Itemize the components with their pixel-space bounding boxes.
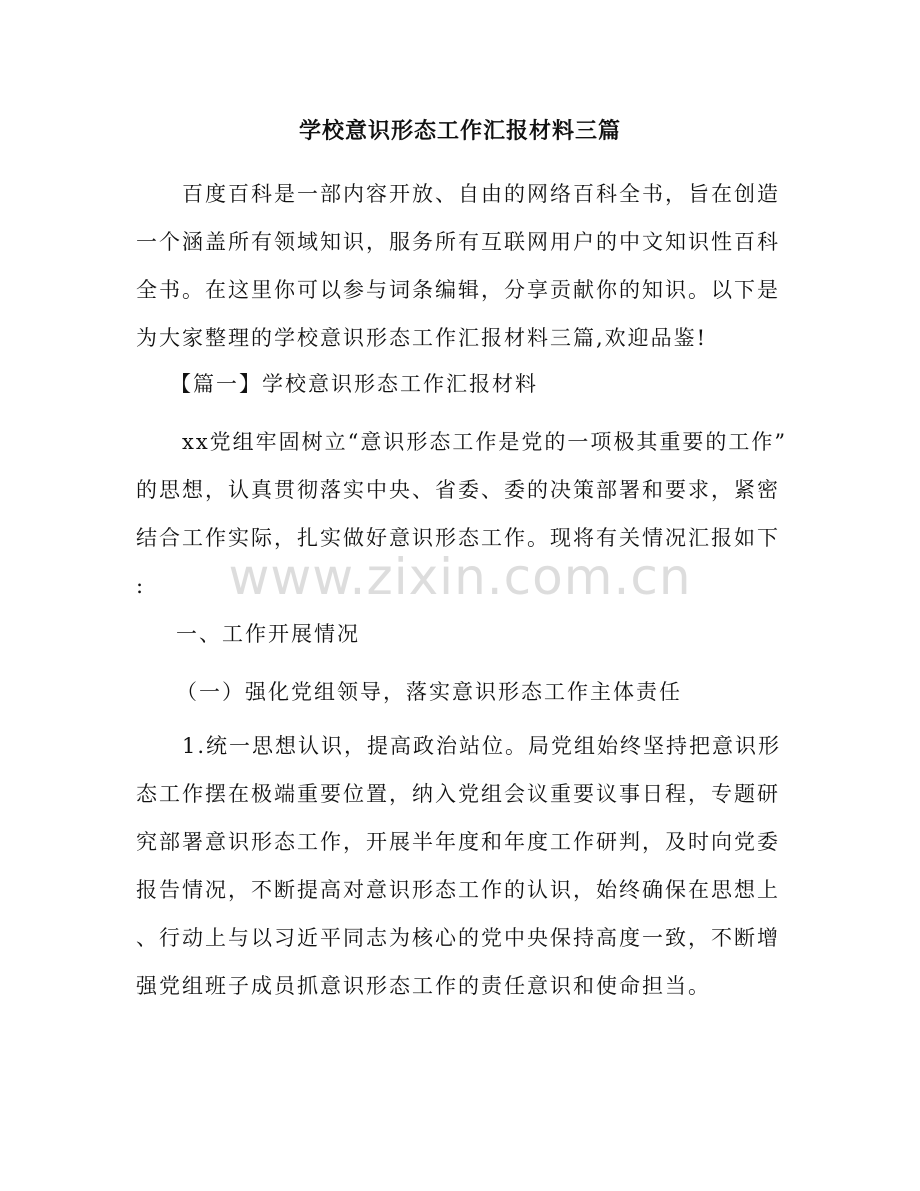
intro-line: 为大家整理的学校意识形态工作汇报材料三篇,欢迎品鉴! [136,326,708,350]
para2-line: 、行动上与以习近平同志为核心的党中央保持高度一致，不断增 [136,926,780,950]
subheading-1 [136,610,786,658]
subheading-1-text: 一、工作开展情况 [176,622,360,646]
intro-line: 一个涵盖所有领域知识，服务所有互联网用户的中文知识性百科 [136,230,780,254]
intro-paragraph [136,170,786,362]
para2-line: 态工作摆在极端重要位置，纳入党组会议重要议事日程，专题研 [136,782,780,806]
para1-line: xx党组牢固树立“意识形态工作是党的一项极其重要的工作” [182,430,788,454]
para2-line: 究部署意识形态工作，开展半年度和年度工作研判，及时向党委 [136,830,780,854]
page-title: 学校意识形态工作汇报材料三篇 [298,119,621,144]
intro-line: 全书。在这里你可以参与词条编辑，分享贡献你的知识。以下是 [136,278,780,302]
para1-line: 的思想，认真贯彻落实中央、省委、委的决策部署和要求，紧密 [136,478,780,502]
intro-line: 百度百科是一部内容开放、自由的网络百科全书，旨在创造 [182,182,780,206]
section-heading [136,360,786,408]
watermark: www.zixin.com.cn [228,548,692,606]
para1-line: 结合工作实际，扎实做好意识形态工作。现将有关情况汇报如下 [136,526,780,550]
subheading-2-text: （一）强化党组领导，落实意识形态工作主体责任 [176,680,682,704]
para1-line: : [136,574,146,598]
body-paragraph-1 [136,418,786,610]
para2-line: 1.统一思想认识，提高政治站位。局党组始终坚持把意识形 [182,734,782,758]
para2-line: 报告情况，不断提高对意识形态工作的认识，始终确保在思想上 [136,878,780,902]
subheading-2 [136,668,786,716]
section-heading-text: 【篇一】学校意识形态工作汇报材料 [170,372,538,396]
body-paragraph-2 [136,722,786,1010]
para2-line: 强党组班子成员抓意识形态工作的责任意识和使命担当。 [136,974,711,998]
